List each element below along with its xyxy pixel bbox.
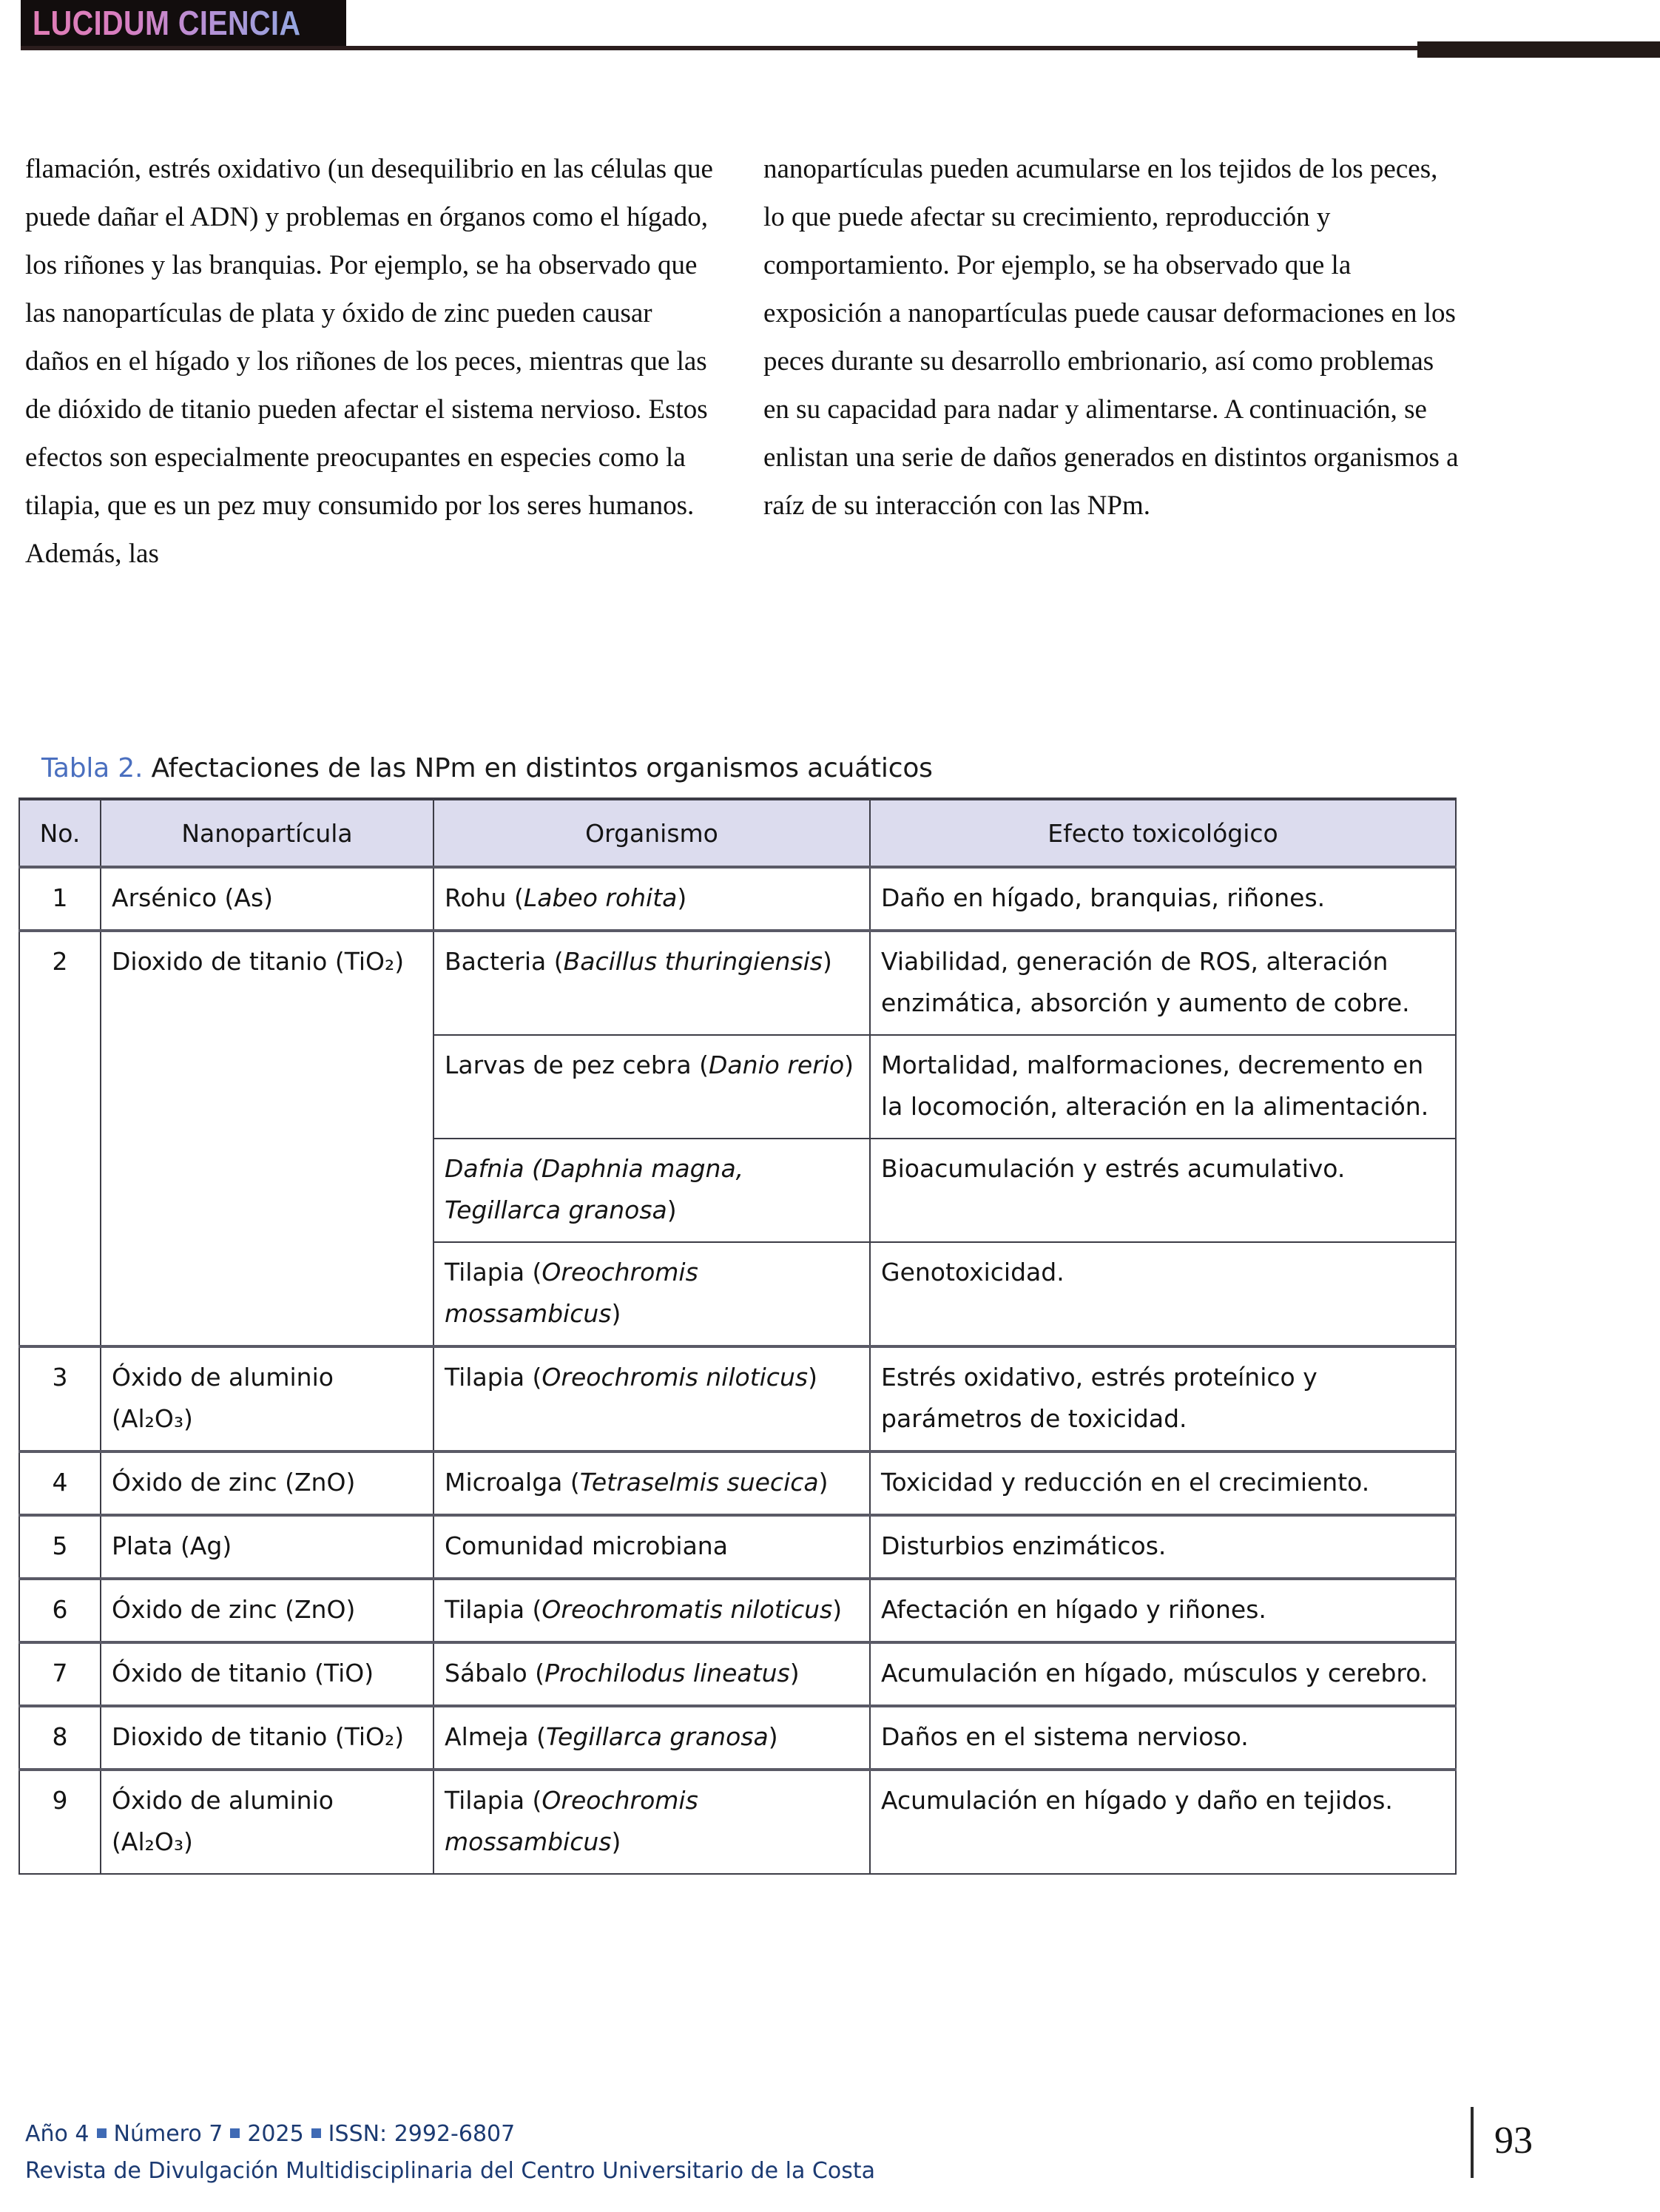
cell-nanoparticle: Óxido de titanio (TiO) xyxy=(101,1642,433,1706)
table-row xyxy=(19,1515,1456,1579)
masthead-rule-accent xyxy=(1417,41,1660,58)
footer-identification xyxy=(25,2116,875,2190)
footer-number: Número 7 xyxy=(113,2121,223,2147)
cell-organism: Tilapia (Oreochromatis niloticus) xyxy=(433,1579,870,1642)
table-row xyxy=(19,1451,1456,1515)
cell-effect: Estrés oxidativo, estrés proteínico y parámetros de toxicidad. xyxy=(870,1346,1456,1451)
table-header xyxy=(19,799,1456,867)
footer-journal-line: Revista de Divulgación Multidisciplinaria del Centro Universitario de la Costa xyxy=(25,2158,875,2184)
footer-issue-line xyxy=(25,2116,875,2153)
cell-row-number: 8 xyxy=(19,1706,101,1770)
cell-organism: Sábalo (Prochilodus lineatus) xyxy=(433,1642,870,1706)
cell-organism: Tilapia (Oreochromis niloticus) xyxy=(433,1346,870,1451)
cell-organism: Bacteria (Bacillus thuringiensis) xyxy=(433,931,870,1035)
column-header-organism: Organismo xyxy=(433,799,870,867)
cell-row-number: 2 xyxy=(19,931,101,1346)
cell-row-number: 4 xyxy=(19,1451,101,1515)
cell-nanoparticle: Óxido de aluminio (Al₂O₃) xyxy=(101,1770,433,1874)
cell-effect: Daño en hígado, branquias, riñones. xyxy=(870,867,1456,931)
footer-separator xyxy=(1471,2107,1474,2178)
bullet-square-icon xyxy=(230,2128,240,2138)
cell-organism: Dafnia (Daphnia magna, Tegillarca granosa) xyxy=(433,1139,870,1242)
body-column-left xyxy=(25,145,721,578)
cell-effect: Mortalidad, malformaciones, decremento en la locomoción, alteración en la alimentación. xyxy=(870,1035,1456,1139)
cell-row-number: 7 xyxy=(19,1642,101,1706)
bullet-square-icon xyxy=(311,2128,321,2138)
footer-date: 2025 xyxy=(247,2121,304,2147)
column-header-no: No. xyxy=(19,799,101,867)
cell-nanoparticle: Óxido de zinc (ZnO) xyxy=(101,1579,433,1642)
cell-nanoparticle: Dioxido de titanio (TiO₂) xyxy=(101,1706,433,1770)
table-row xyxy=(19,1706,1456,1770)
table-row xyxy=(19,931,1456,1035)
table-row xyxy=(19,1642,1456,1706)
cell-row-number: 9 xyxy=(19,1770,101,1874)
cell-organism: Tilapia (Oreochromis mossambicus) xyxy=(433,1770,870,1874)
npm-effects-table xyxy=(18,798,1457,1875)
body-paragraph: nanopartículas pueden acumularse en los tejidos de los peces, lo que puede afectar su crecimiento, reproducción y comportamiento. Por ejemplo, se ha observado que la exposición a nanopartículas puede causar deformaciones en los peces durante su desarrollo embrionario, así como problemas en su capacidad para nadar y alimentarse. A continuación, se enlistan una serie de daños generados en distintos organismos a raíz de su interacción con las NPm. xyxy=(763,154,1459,521)
body-paragraph: flamación, estrés oxidativo (un desequilibrio en las células que puede dañar el ADN) y problemas en órganos como el hígado, los riñones y las branquias. Por ejemplo, se ha observado que las nanopartículas de plata y óxido de zinc pueden causar daños en el hígado y los riñones de los peces, mientras que las de dióxido de titanio pueden afectar el sistema nervioso. Estos efectos son especialmente preocupantes en especies como la tilapia, que es un pez muy consumido por los seres humanos. Además, las xyxy=(25,154,713,569)
cell-row-number: 5 xyxy=(19,1515,101,1579)
cell-row-number: 1 xyxy=(19,867,101,931)
cell-nanoparticle: Óxido de zinc (ZnO) xyxy=(101,1451,433,1515)
cell-effect: Toxicidad y reducción en el crecimiento. xyxy=(870,1451,1456,1515)
page-masthead xyxy=(0,0,1660,89)
page-number: 93 xyxy=(1494,2120,1533,2162)
cell-organism: Comunidad microbiana xyxy=(433,1515,870,1579)
journal-logo xyxy=(21,0,346,49)
journal-logo-text: LUCIDUM CIENCIA xyxy=(33,4,301,42)
cell-effect: Afectación en hígado y riñones. xyxy=(870,1579,1456,1642)
column-header-effect: Efecto toxicológico xyxy=(870,799,1456,867)
cell-effect: Viabilidad, generación de ROS, alteración enzimática, absorción y aumento de cobre. xyxy=(870,931,1456,1035)
cell-row-number: 6 xyxy=(19,1579,101,1642)
body-column-right xyxy=(763,145,1459,530)
cell-nanoparticle: Dioxido de titanio (TiO₂) xyxy=(101,931,433,1346)
bullet-square-icon xyxy=(97,2128,107,2138)
table-header-row xyxy=(19,799,1456,867)
cell-nanoparticle: Óxido de aluminio (Al₂O₃) xyxy=(101,1346,433,1451)
cell-organism: Almeja (Tegillarca granosa) xyxy=(433,1706,870,1770)
cell-organism: Microalga (Tetraselmis suecica) xyxy=(433,1451,870,1515)
footer-issn: ISSN: 2992-6807 xyxy=(328,2121,516,2147)
cell-organism: Tilapia (Oreochromis mossambicus) xyxy=(433,1242,870,1346)
table-body xyxy=(19,867,1456,1874)
masthead-rule xyxy=(21,46,1417,50)
cell-organism: Larvas de pez cebra (Danio rerio) xyxy=(433,1035,870,1139)
cell-organism: Rohu (Labeo rohita) xyxy=(433,867,870,931)
table-caption xyxy=(41,753,933,783)
cell-effect: Acumulación en hígado y daño en tejidos. xyxy=(870,1770,1456,1874)
table-row xyxy=(19,867,1456,931)
table-row xyxy=(19,1579,1456,1642)
cell-effect: Genotoxicidad. xyxy=(870,1242,1456,1346)
cell-effect: Daños en el sistema nervioso. xyxy=(870,1706,1456,1770)
cell-effect: Disturbios enzimáticos. xyxy=(870,1515,1456,1579)
cell-row-number: 3 xyxy=(19,1346,101,1451)
table-row xyxy=(19,1346,1456,1451)
cell-effect: Acumulación en hígado, músculos y cerebro. xyxy=(870,1642,1456,1706)
table-caption-text: Afectaciones de las NPm en distintos organismos acuáticos xyxy=(143,753,933,783)
footer-year: Año 4 xyxy=(25,2121,90,2147)
table-caption-label: Tabla 2. xyxy=(41,753,144,783)
cell-nanoparticle: Plata (Ag) xyxy=(101,1515,433,1579)
column-header-nanoparticle: Nanopartícula xyxy=(101,799,433,867)
cell-effect: Bioacumulación y estrés acumulativo. xyxy=(870,1139,1456,1242)
cell-nanoparticle: Arsénico (As) xyxy=(101,867,433,931)
table-row xyxy=(19,1770,1456,1874)
